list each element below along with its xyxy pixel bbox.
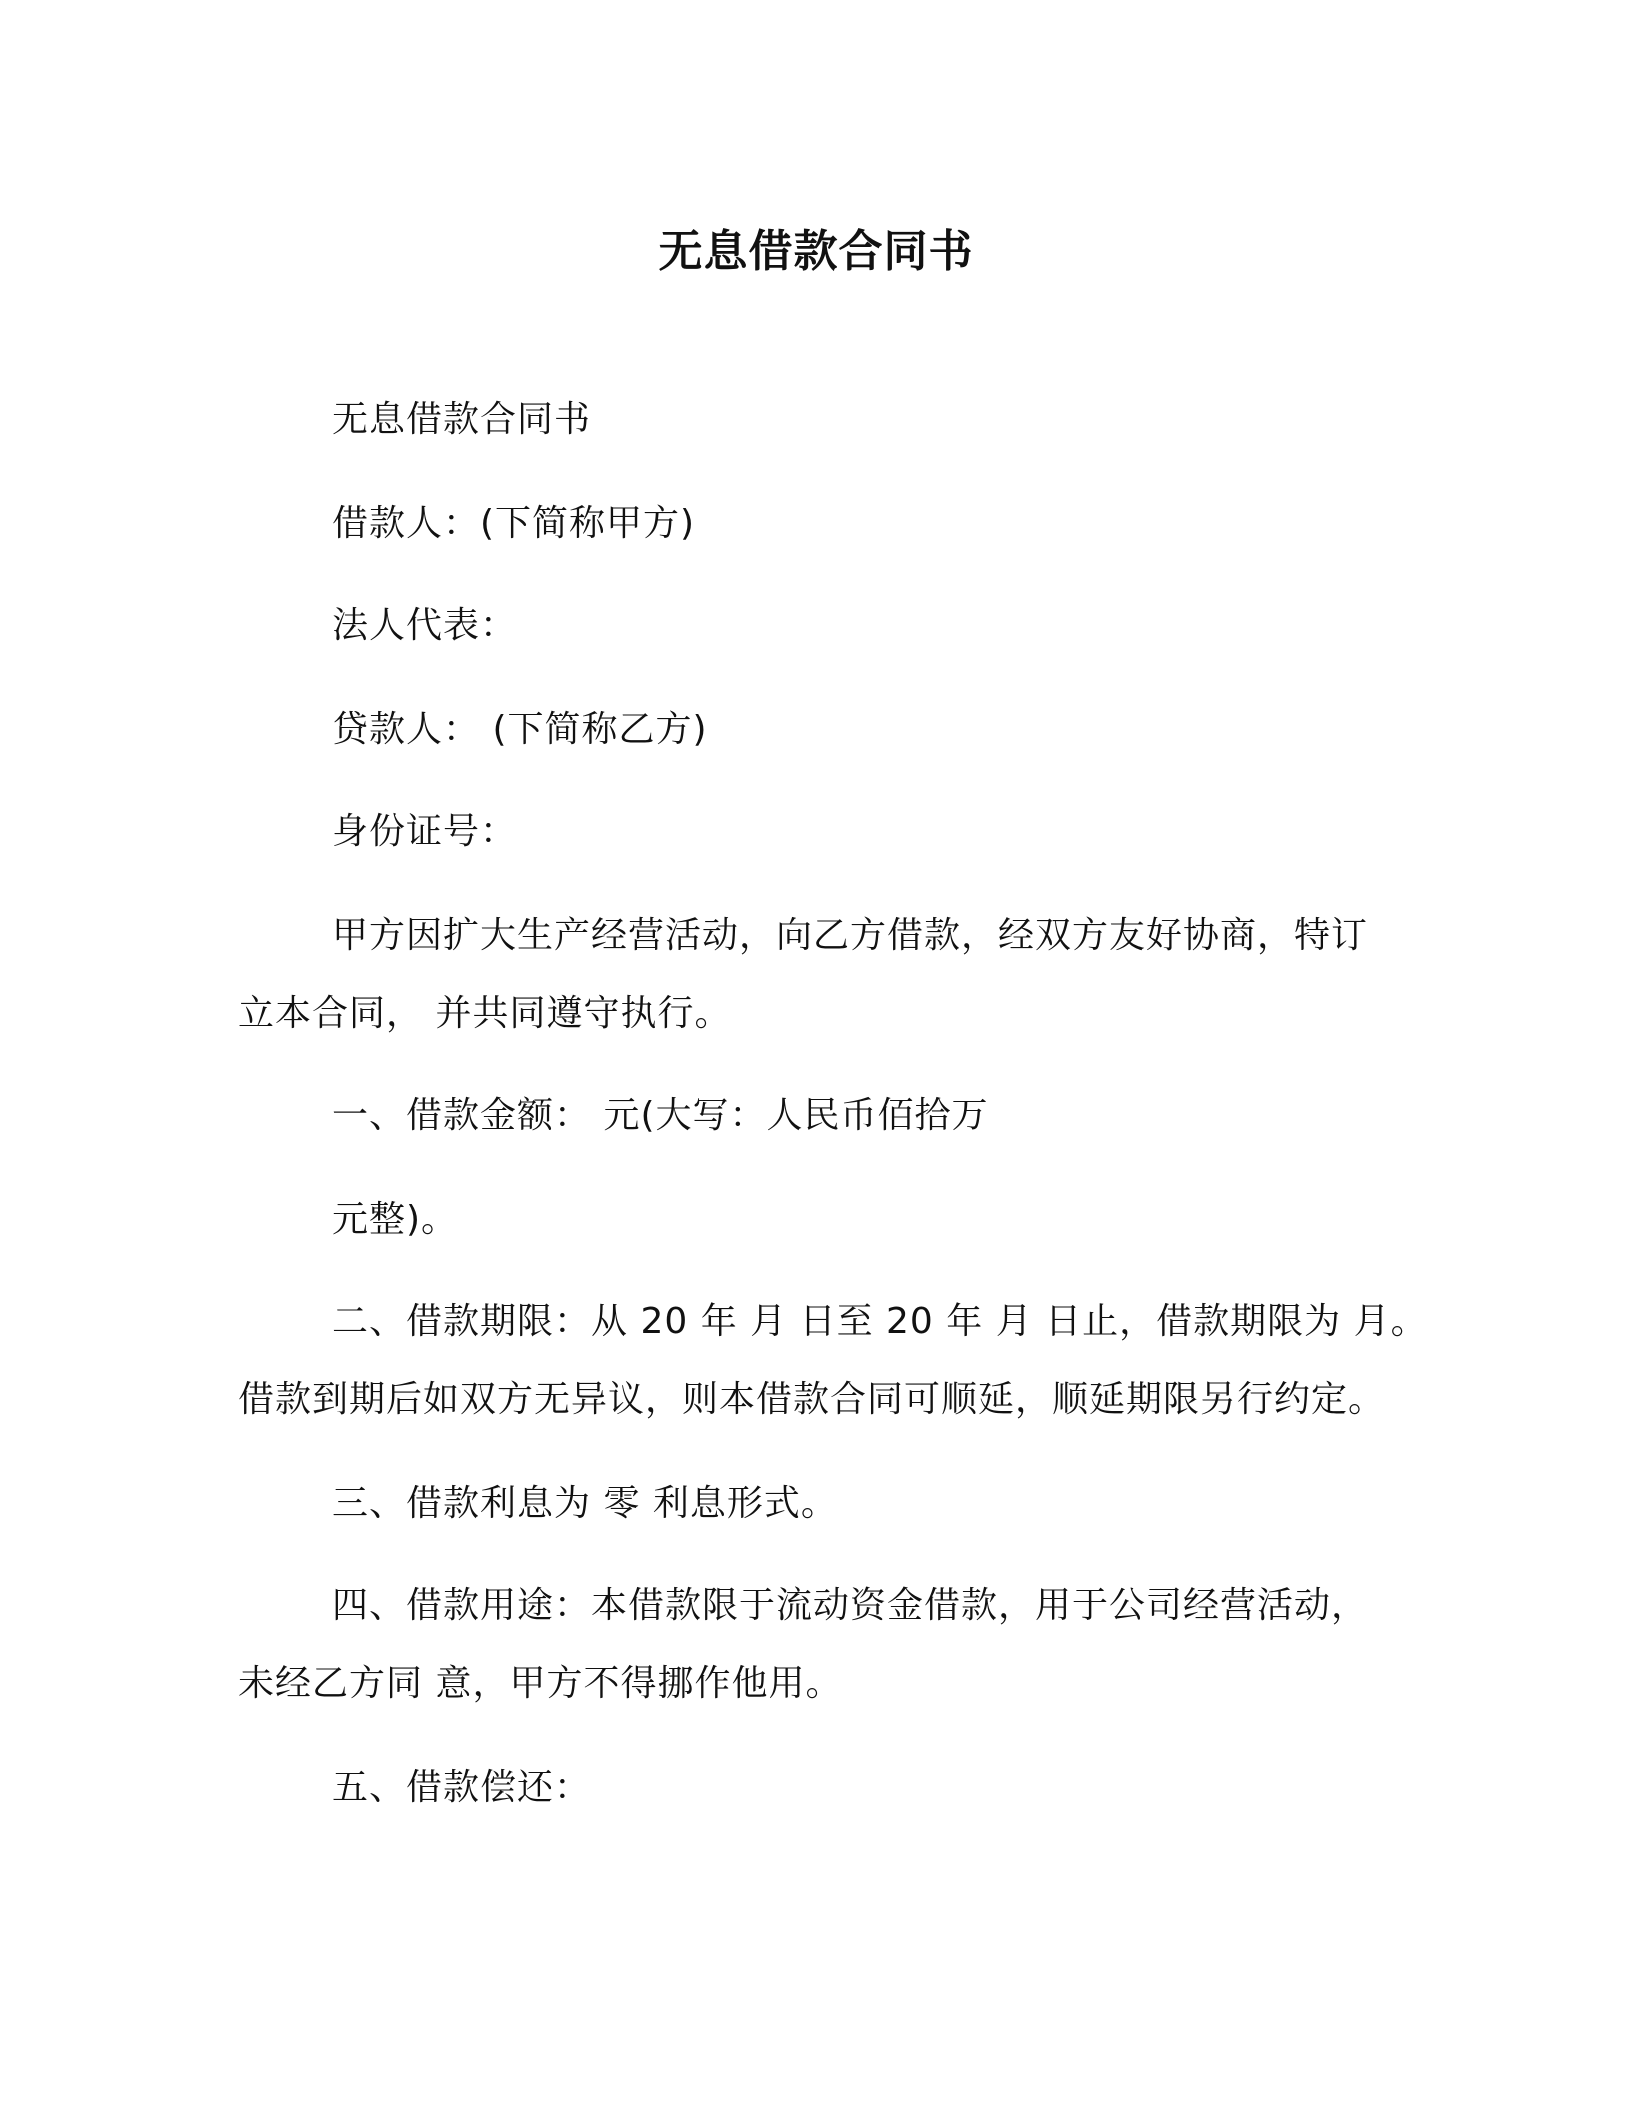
- intro-paragraph-line-1: 甲方因扩大生产经营活动，向乙方借款，经双方友好协商，特订: [332, 915, 1369, 956]
- clause-2-line-2: 借款到期后如双方无异议，则本借款合同可顺延，顺延期限另行约定。: [238, 1379, 1386, 1420]
- id-number-line: 身份证号：: [332, 811, 518, 852]
- lender-line: 贷款人： (下简称乙方): [332, 709, 708, 750]
- intro-paragraph-line-2: 立本合同， 并共同遵守执行。: [238, 993, 732, 1034]
- clause-1-line-1: 一、借款金额： 元(大写：人民币佰拾万: [332, 1095, 989, 1136]
- document-title: 无息借款合同书: [658, 226, 974, 277]
- clause-1-line-2: 元整)。: [332, 1199, 459, 1240]
- subtitle-line: 无息借款合同书: [332, 399, 592, 440]
- clause-2-line-1: 二、借款期限：从 20 年 月 日至 20 年 月 日止，借款期限为 月。: [332, 1301, 1428, 1342]
- borrower-line: 借款人：(下简称甲方): [332, 503, 696, 544]
- clause-3-line: 三、借款利息为 零 利息形式。: [332, 1483, 838, 1524]
- legal-rep-line: 法人代表：: [332, 605, 518, 646]
- clause-4-line-2: 未经乙方同 意，甲方不得挪作他用。: [238, 1663, 843, 1704]
- clause-5-line: 五、借款偿还：: [332, 1767, 592, 1808]
- clause-4-line-1: 四、借款用途：本借款限于流动资金借款，用于公司经营活动，: [332, 1585, 1369, 1626]
